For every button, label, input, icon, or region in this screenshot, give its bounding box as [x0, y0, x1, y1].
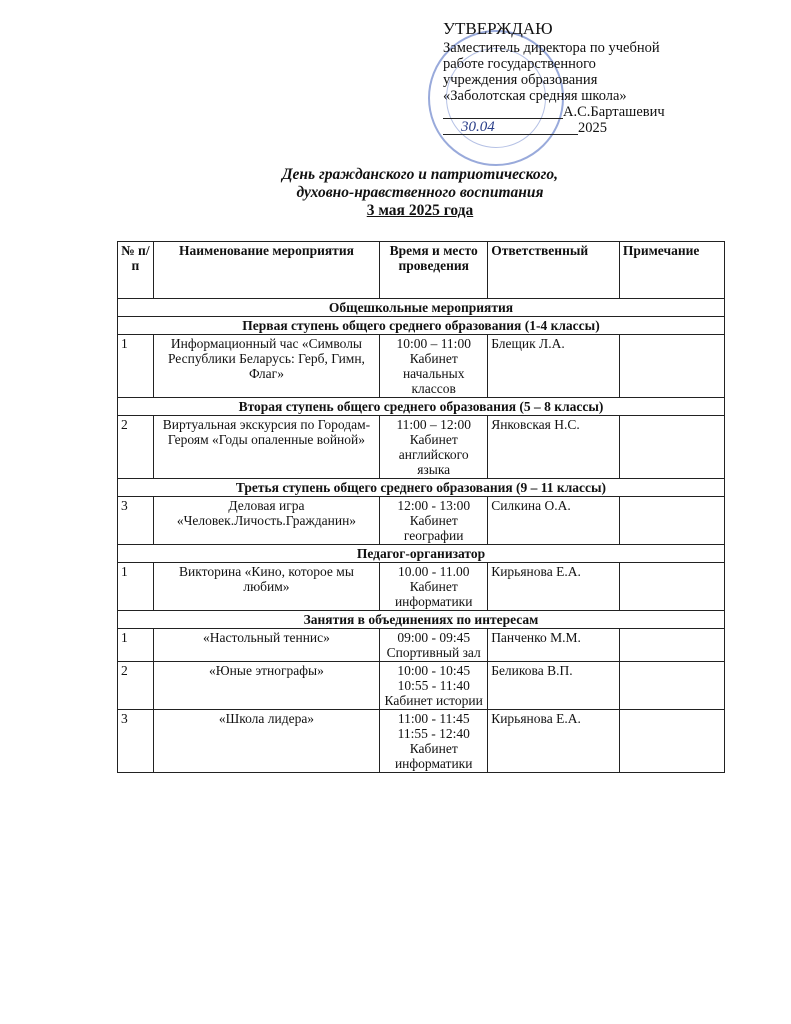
cell-time: 10:00 – 11:00 Кабинет начальных классов — [380, 335, 488, 398]
cell-responsible: Янковская Н.С. — [488, 416, 620, 479]
section-title: Общешкольные мероприятия — [118, 299, 725, 317]
cell-num: 1 — [118, 335, 154, 398]
section-title: Вторая ступень общего среднего образования (5 – 8 классы) — [118, 398, 725, 416]
approval-heading: УТВЕРЖДАЮ — [443, 19, 553, 38]
table-row — [118, 629, 725, 662]
title-line-1: День гражданского и патриотического, — [281, 166, 559, 183]
cell-name: «Школа лидера» — [153, 710, 380, 773]
cell-note — [619, 335, 724, 398]
cell-responsible: Кирьянова Е.А. — [488, 710, 620, 773]
cell-time: 11:00 – 12:00 Кабинет английского языка — [380, 416, 488, 479]
cell-time: 12:00 - 13:00 Кабинет географии — [380, 497, 488, 545]
cell-responsible: Кирьянова Е.А. — [488, 563, 620, 611]
table-row — [118, 662, 725, 710]
section-row — [118, 398, 725, 416]
section-row — [118, 611, 725, 629]
cell-num: 1 — [118, 629, 154, 662]
header-time: Время и место проведения — [380, 242, 488, 299]
cell-name: «Настольный теннис» — [153, 629, 380, 662]
section-title: Третья ступень общего среднего образования (9 – 11 классы) — [118, 479, 725, 497]
section-title: Занятия в объединениях по интересам — [118, 611, 725, 629]
section-title: Первая ступень общего среднего образования (1-4 классы) — [118, 317, 725, 335]
cell-note — [619, 629, 724, 662]
cell-note — [619, 563, 724, 611]
cell-num: 3 — [118, 710, 154, 773]
section-row — [118, 299, 725, 317]
schedule-table — [117, 241, 725, 773]
cell-time: 10.00 - 11.00 Кабинет информатики — [380, 563, 488, 611]
approval-year: 2025 — [578, 120, 607, 136]
title-date: 3 мая 2025 года — [366, 202, 474, 219]
cell-responsible: Беликова В.П. — [488, 662, 620, 710]
cell-num: 2 — [118, 416, 154, 479]
cell-num: 3 — [118, 497, 154, 545]
cell-num: 2 — [118, 662, 154, 710]
approval-line: «Заболотская средняя школа» — [443, 88, 627, 104]
document-title — [200, 166, 640, 220]
signature-row — [443, 104, 743, 120]
section-row — [118, 479, 725, 497]
cell-responsible: Панченко М.М. — [488, 629, 620, 662]
table-row — [118, 497, 725, 545]
cell-responsible: Силкина О.А. — [488, 497, 620, 545]
cell-name: Информационный час «Символы Республики Беларусь: Герб, Гимн, Флаг» — [153, 335, 380, 398]
cell-name: Викторина «Кино, которое мы любим» — [153, 563, 380, 611]
cell-responsible: Блещик Л.А. — [488, 335, 620, 398]
header-name: Наименование мероприятия — [153, 242, 380, 299]
signatory-name: А.С.Барташевич — [563, 104, 665, 120]
approval-line: учреждения образования — [443, 72, 598, 88]
table-row — [118, 563, 725, 611]
cell-note — [619, 416, 724, 479]
handwritten-date: 30.04 — [461, 119, 495, 135]
section-title: Педагог-организатор — [118, 545, 725, 563]
approval-block — [443, 20, 743, 136]
table-row — [118, 335, 725, 398]
cell-time: 10:00 - 10:45 10:55 - 11:40 Кабинет истории — [380, 662, 488, 710]
cell-num: 1 — [118, 563, 154, 611]
header-responsible: Ответственный — [488, 242, 620, 299]
cell-name: Деловая игра «Человек.Личость.Гражданин» — [153, 497, 380, 545]
table-header-row — [118, 242, 725, 299]
cell-note — [619, 497, 724, 545]
header-num: № п/п — [118, 242, 154, 299]
cell-note — [619, 662, 724, 710]
table-row — [118, 710, 725, 773]
cell-note — [619, 710, 724, 773]
cell-name: «Юные этнографы» — [153, 662, 380, 710]
cell-time: 09:00 - 09:45 Спортивный зал — [380, 629, 488, 662]
cell-time: 11:00 - 11:45 11:55 - 12:40 Кабинет информатики — [380, 710, 488, 773]
approval-line: работе государственного — [443, 56, 596, 72]
cell-name: Виртуальная экскурсия по Городам-Героям «Годы опаленные войной» — [153, 416, 380, 479]
section-row — [118, 545, 725, 563]
header-note: Примечание — [619, 242, 724, 299]
title-line-2: духовно-нравственного воспитания — [296, 184, 544, 201]
approval-line: Заместитель директора по учебной — [443, 40, 660, 56]
section-row — [118, 317, 725, 335]
table-row — [118, 416, 725, 479]
